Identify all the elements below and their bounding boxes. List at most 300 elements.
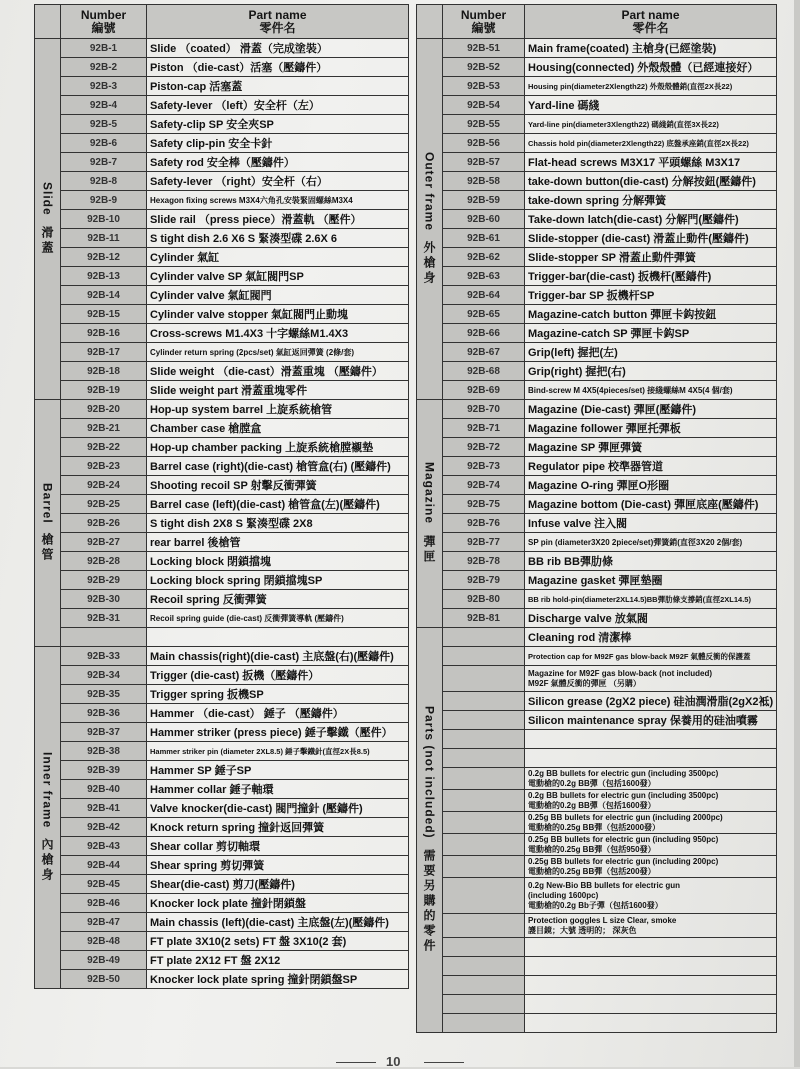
part-number: [443, 914, 525, 938]
part-number: [443, 666, 525, 692]
part-number: 92B-58: [443, 172, 525, 191]
group-label-en: Barrel: [40, 482, 55, 524]
table-row: [417, 692, 777, 711]
table-row: [35, 153, 409, 172]
group-label-cell: [35, 400, 61, 647]
part-name: Discharge valve 放氣閥: [525, 609, 777, 628]
table-row: [35, 267, 409, 286]
parts-table-right: [416, 4, 777, 1033]
group-label-zh: 外槍身: [422, 241, 436, 287]
table-row: [35, 875, 409, 894]
part-number: 92B-24: [61, 476, 147, 495]
part-number: 92B-4: [61, 96, 147, 115]
part-name: [525, 976, 777, 995]
part-number: 92B-54: [443, 96, 525, 115]
table-row: [417, 878, 777, 914]
part-number: 92B-74: [443, 476, 525, 495]
part-name: Take-down latch(die-cast) 分解門(壓鑄件): [525, 210, 777, 229]
table-row: [417, 210, 777, 229]
part-name: Barrel case (right)(die-cast) 槍管盒(右) (壓鑄件): [147, 457, 409, 476]
table-row: [417, 267, 777, 286]
part-number: [443, 856, 525, 878]
part-name: S tight dish 2X8 S 緊湊型碟 2X8: [147, 514, 409, 533]
table-row: [35, 248, 409, 267]
part-number: 92B-41: [61, 799, 147, 818]
part-name: Piston-cap 活塞蓋: [147, 77, 409, 96]
group-label-zh: 滑蓋: [40, 225, 54, 256]
part-number: 92B-33: [61, 647, 147, 666]
table-row: [35, 286, 409, 305]
table-row: [417, 457, 777, 476]
part-number: 92B-37: [61, 723, 147, 742]
table-row: [417, 77, 777, 96]
table-row: [35, 400, 409, 419]
part-number: 92B-45: [61, 875, 147, 894]
table-row: [35, 438, 409, 457]
part-number: 92B-17: [61, 343, 147, 362]
part-name: Knock return spring 撞針返回彈簧: [147, 818, 409, 837]
part-name: Housing pin(diameter2Xlength22) 外殼殼體銷(直徑2X長22): [525, 77, 777, 96]
part-number: 92B-39: [61, 761, 147, 780]
part-name: Magazine O-ring 彈匣O形圈: [525, 476, 777, 495]
part-name: Slide-stopper (die-cast) 滑蓋止動件(壓鑄件): [525, 229, 777, 248]
table-row: [35, 913, 409, 932]
part-name: Magazine follower 彈匣托彈板: [525, 419, 777, 438]
part-name: Slide-stopper SP 滑蓋止動件彈簧: [525, 248, 777, 267]
table-row: [417, 552, 777, 571]
part-name-header: Part name 零件名: [525, 5, 777, 39]
table-row: [35, 324, 409, 343]
part-name: Cross-screws M1.4X3 十字螺絲M1.4X3: [147, 324, 409, 343]
part-number: [443, 749, 525, 768]
part-number: 92B-23: [61, 457, 147, 476]
number-header: Number 編號: [61, 5, 147, 39]
part-number: 92B-51: [443, 39, 525, 58]
part-number: 92B-75: [443, 495, 525, 514]
footer-rule-right: [424, 1062, 464, 1063]
part-number: 92B-29: [61, 571, 147, 590]
part-name: Magazine-catch SP 彈匣卡鈎SP: [525, 324, 777, 343]
part-name: Hammer SP 錘子SP: [147, 761, 409, 780]
part-name: Slide weight part 滑蓋重塊零件: [147, 381, 409, 400]
part-number: 92B-31: [61, 609, 147, 628]
group-label-cell: [35, 647, 61, 989]
part-name: Magazine (Die-cast) 彈匣(壓鑄件): [525, 400, 777, 419]
part-number: [443, 812, 525, 834]
part-name: Recoil spring 反衝彈簧: [147, 590, 409, 609]
table-row: [35, 191, 409, 210]
part-name: Main chassis(right)(die-cast) 主底盤(右)(壓鑄件): [147, 647, 409, 666]
part-number: 92B-44: [61, 856, 147, 875]
table-row: [35, 495, 409, 514]
table-row: [417, 790, 777, 812]
part-name: [525, 749, 777, 768]
part-number: 92B-69: [443, 381, 525, 400]
table-row: [417, 400, 777, 419]
table-row: [35, 533, 409, 552]
table-row: [35, 514, 409, 533]
part-number: 92B-66: [443, 324, 525, 343]
part-number: 92B-36: [61, 704, 147, 723]
part-number: [443, 711, 525, 730]
table-row: [417, 153, 777, 172]
part-number: 92B-76: [443, 514, 525, 533]
part-name: FT plate 2X12 FT 盤 2X12: [147, 951, 409, 970]
part-number: 92B-8: [61, 172, 147, 191]
part-name: take-down spring 分解彈簧: [525, 191, 777, 210]
page-number: 10: [386, 1054, 401, 1069]
table-row: [35, 894, 409, 913]
part-name: Magazine gasket 彈匣墊圈: [525, 571, 777, 590]
table-row: [417, 856, 777, 878]
table-row: [35, 552, 409, 571]
part-name: Protection goggles L size Clear, smoke 護目鏡；大號 透明的； 深灰色: [525, 914, 777, 938]
table-row: [35, 951, 409, 970]
table-row: [35, 628, 409, 647]
table-row: [35, 647, 409, 666]
part-number: 92B-62: [443, 248, 525, 267]
part-name: Magazine SP 彈匣彈簧: [525, 438, 777, 457]
number-header: Number 編號: [443, 5, 525, 39]
part-number: 92B-67: [443, 343, 525, 362]
part-number: 92B-28: [61, 552, 147, 571]
table-row: [35, 780, 409, 799]
part-name: Slide （coated） 滑蓋（完成塗裝）: [147, 39, 409, 58]
part-name: Locking block spring 閉鎖擋塊SP: [147, 571, 409, 590]
part-name: Safety-clip SP 安全夾SP: [147, 115, 409, 134]
group-label-cell: [417, 400, 443, 628]
table-row: [417, 476, 777, 495]
table-row: [417, 343, 777, 362]
part-number: 92B-13: [61, 267, 147, 286]
table-row: [35, 609, 409, 628]
parts-table-left: [34, 4, 409, 989]
part-number: [61, 628, 147, 647]
table-row: [417, 96, 777, 115]
part-name: Safety-lever （left）安全杆（左）: [147, 96, 409, 115]
table-row: [35, 704, 409, 723]
part-name: Trigger-bar SP 扳機杆SP: [525, 286, 777, 305]
part-name: Protection cap for M92F gas blow-back M92F 氣體反衝的保護蓋: [525, 647, 777, 666]
part-name: Hop-up system barrel 上旋系統槍管: [147, 400, 409, 419]
part-number: [443, 628, 525, 647]
part-name-header: Part name 零件名: [147, 5, 409, 39]
part-name: BB rib BB彈肋條: [525, 552, 777, 571]
group-label-en: Parts (not included): [422, 706, 437, 839]
table-row: [417, 305, 777, 324]
part-name: Knocker lock plate 撞針閉鎖盤: [147, 894, 409, 913]
part-number: 92B-2: [61, 58, 147, 77]
part-number: [443, 938, 525, 957]
part-name: 0.25g BB bullets for electric gun (including 950pc) 電動槍的0.25g BB彈（包括950發）: [525, 834, 777, 856]
table-row: [35, 39, 409, 58]
table-row: [35, 343, 409, 362]
group-header: [417, 5, 443, 39]
part-name: Knocker lock plate spring 撞針閉鎖盤SP: [147, 970, 409, 989]
part-number: 92B-6: [61, 134, 147, 153]
part-name: Yard-line 碼綫: [525, 96, 777, 115]
table-row: [35, 571, 409, 590]
part-name: Hop-up chamber packing 上旋系統槍膛襯墊: [147, 438, 409, 457]
part-number: 92B-27: [61, 533, 147, 552]
part-number: 92B-71: [443, 419, 525, 438]
table-row: [417, 286, 777, 305]
table-row: [35, 932, 409, 951]
part-name: [525, 957, 777, 976]
table-row: [417, 957, 777, 976]
part-name: Main frame(coated) 主槍身(已經塗裝): [525, 39, 777, 58]
part-number: 92B-68: [443, 362, 525, 381]
table-row: [417, 39, 777, 58]
part-name: Magazine-catch button 彈匣卡鈎按鈕: [525, 305, 777, 324]
part-name: 0.25g BB bullets for electric gun (including 200pc) 電動槍的0.25g BB彈（包括200發）: [525, 856, 777, 878]
table-row: [35, 666, 409, 685]
part-number: [443, 1014, 525, 1033]
part-name: BB rib hold-pin(diameter2XL14.5)BB彈肋條支撐銷(直徑2XL14.5): [525, 590, 777, 609]
part-number: 92B-57: [443, 153, 525, 172]
part-number: 92B-5: [61, 115, 147, 134]
table-row: [417, 914, 777, 938]
part-name: take-down button(die-cast) 分解按鈕(壓鑄件): [525, 172, 777, 191]
group-label-zh: 內槍身: [40, 838, 54, 884]
part-number: 92B-78: [443, 552, 525, 571]
part-name: Trigger-bar(die-cast) 扳機杆(壓鑄件): [525, 267, 777, 286]
part-number: [443, 768, 525, 790]
table-row: [35, 457, 409, 476]
table-row: [35, 837, 409, 856]
part-number: 92B-46: [61, 894, 147, 913]
part-name: Barrel case (left)(die-cast) 槍管盒(左)(壓鑄件): [147, 495, 409, 514]
group-label-cell: [417, 39, 443, 400]
part-number: 92B-30: [61, 590, 147, 609]
part-name: Trigger spring 扳機SP: [147, 685, 409, 704]
part-name: [525, 995, 777, 1014]
table-row: [417, 134, 777, 153]
part-number: 92B-63: [443, 267, 525, 286]
part-number: 92B-72: [443, 438, 525, 457]
part-number: [443, 834, 525, 856]
table-row: [35, 856, 409, 875]
part-name: FT plate 3X10(2 sets) FT 盤 3X10(2 套): [147, 932, 409, 951]
footer-rule-left: [336, 1062, 376, 1063]
part-number: [443, 647, 525, 666]
part-number: 92B-79: [443, 571, 525, 590]
part-number: 92B-34: [61, 666, 147, 685]
table-row: [35, 381, 409, 400]
table-row: [35, 799, 409, 818]
part-name: Locking block 閉鎖擋塊: [147, 552, 409, 571]
part-number: [443, 995, 525, 1014]
table-row: [35, 305, 409, 324]
part-name: Safety clip-pin 安全卡針: [147, 134, 409, 153]
table-row: [417, 749, 777, 768]
part-name: 0.2g BB bullets for electric gun (including 3500pc) 電動槍的0.2g BB彈（包括1600發）: [525, 790, 777, 812]
table-row: [35, 115, 409, 134]
part-number: 92B-19: [61, 381, 147, 400]
part-name: Shear spring 剪切彈簧: [147, 856, 409, 875]
group-label-zh: 彈匣: [422, 534, 436, 565]
table-row: [417, 647, 777, 666]
table-row: [35, 419, 409, 438]
part-number: 92B-47: [61, 913, 147, 932]
table-row: [417, 571, 777, 590]
part-name: Slide rail （press piece）滑蓋軌 （壓件）: [147, 210, 409, 229]
part-number: [443, 730, 525, 749]
part-name: Slide weight （die-cast）滑蓋重塊 （壓鑄件）: [147, 362, 409, 381]
part-number: 92B-25: [61, 495, 147, 514]
part-name: [525, 730, 777, 749]
part-name: 0.25g BB bullets for electric gun (including 2000pc) 電動槍的0.25g BB彈（包括2000發）: [525, 812, 777, 834]
part-number: 92B-55: [443, 115, 525, 134]
table-row: [417, 495, 777, 514]
table-row: [417, 938, 777, 957]
table-row: [35, 134, 409, 153]
group-label-zh: 槍管: [40, 533, 54, 564]
part-number: 92B-15: [61, 305, 147, 324]
table-row: [417, 711, 777, 730]
part-number: 92B-38: [61, 742, 147, 761]
part-name: Hammer striker pin (diameter 2XL8.5) 錘子擊鐵針(直徑2X長8.5): [147, 742, 409, 761]
part-number: [443, 878, 525, 914]
part-name: Cleaning rod 清潔棒: [525, 628, 777, 647]
part-number: 92B-21: [61, 419, 147, 438]
table-row: [417, 834, 777, 856]
table-row: [417, 533, 777, 552]
part-name: Yard-line pin(diameter3Xlength22) 碼綫銷(直徑3X長22): [525, 115, 777, 134]
table-row: [35, 742, 409, 761]
part-number: 92B-35: [61, 685, 147, 704]
table-row: [417, 229, 777, 248]
part-name: Cylinder valve stopper 氣缸閥門止動塊: [147, 305, 409, 324]
part-name: Cylinder valve SP 氣缸閥門SP: [147, 267, 409, 286]
table-row: [417, 191, 777, 210]
table-row: [417, 419, 777, 438]
part-number: 92B-26: [61, 514, 147, 533]
part-name: Piston （die-cast）活塞（壓鑄件）: [147, 58, 409, 77]
table-row: [35, 229, 409, 248]
part-number: 92B-18: [61, 362, 147, 381]
part-number: 92B-12: [61, 248, 147, 267]
part-number: [443, 692, 525, 711]
group-label-cell: [35, 39, 61, 400]
part-number: 92B-43: [61, 837, 147, 856]
table-row: [417, 628, 777, 647]
table-row: [417, 438, 777, 457]
part-number: [443, 790, 525, 812]
table-row: [417, 324, 777, 343]
part-number: 92B-60: [443, 210, 525, 229]
table-row: [417, 609, 777, 628]
part-name: Grip(left) 握把(左): [525, 343, 777, 362]
part-number: 92B-7: [61, 153, 147, 172]
part-number: [443, 976, 525, 995]
part-number: 92B-9: [61, 191, 147, 210]
part-name: Cylinder return spring (2pcs/set) 氣缸返回彈簧 (2條/套): [147, 343, 409, 362]
table-row: [35, 818, 409, 837]
part-name: [147, 628, 409, 647]
part-number: 92B-52: [443, 58, 525, 77]
table-row: [35, 723, 409, 742]
part-number: 92B-48: [61, 932, 147, 951]
part-name: Regulator pipe 校準器管道: [525, 457, 777, 476]
part-name: Safety rod 安全棒（壓鑄件）: [147, 153, 409, 172]
part-name: Cylinder 氣缸: [147, 248, 409, 267]
table-row: [417, 666, 777, 692]
part-name: Hammer （die-cast） 錘子 （壓鑄件）: [147, 704, 409, 723]
part-name: Trigger (die-cast) 扳機（壓鑄件）: [147, 666, 409, 685]
part-number: 92B-10: [61, 210, 147, 229]
table-row: [417, 514, 777, 533]
part-number: 92B-11: [61, 229, 147, 248]
part-name: [525, 938, 777, 957]
part-number: 92B-40: [61, 780, 147, 799]
table-row: [35, 685, 409, 704]
part-number: 92B-3: [61, 77, 147, 96]
part-number: 92B-49: [61, 951, 147, 970]
table-row: [35, 58, 409, 77]
group-label-cell: [417, 628, 443, 1033]
part-name: Silicon maintenance spray 保養用的硅油噴霧: [525, 711, 777, 730]
table-row: [417, 248, 777, 267]
part-name: 0.2g BB bullets for electric gun (including 3500pc) 電動槍的0.2g BB彈（包括1600發）: [525, 768, 777, 790]
table-row: [417, 995, 777, 1014]
part-number: 92B-14: [61, 286, 147, 305]
table-row: [417, 768, 777, 790]
part-number: 92B-77: [443, 533, 525, 552]
part-name: Magazine bottom (Die-cast) 彈匣底座(壓鑄件): [525, 495, 777, 514]
part-number: 92B-1: [61, 39, 147, 58]
group-label-en: Slide: [40, 182, 55, 216]
part-number: 92B-61: [443, 229, 525, 248]
part-number: 92B-65: [443, 305, 525, 324]
part-number: 92B-53: [443, 77, 525, 96]
part-name: rear barrel 後槍管: [147, 533, 409, 552]
part-name: SP pin (diameter3X20 2piece/set)彈簧銷(直徑3X20 2個/套): [525, 533, 777, 552]
part-name: Cylinder valve 氣缸閥門: [147, 286, 409, 305]
table-row: [35, 77, 409, 96]
part-name: Flat-head screws M3X17 平頭螺絲 M3X17: [525, 153, 777, 172]
part-number: 92B-59: [443, 191, 525, 210]
table-row: [35, 210, 409, 229]
table-row: [417, 730, 777, 749]
part-name: Grip(right) 握把(右): [525, 362, 777, 381]
part-name: Hammer striker (press piece) 錘子擊鐵（壓件）: [147, 723, 409, 742]
part-number: 92B-56: [443, 134, 525, 153]
group-header: [35, 5, 61, 39]
table-row: [417, 1014, 777, 1033]
table-row: [35, 172, 409, 191]
table-row: [417, 115, 777, 134]
table-row: [35, 590, 409, 609]
part-name: 0.2g New-Bio BB bullets for electric gun (including 1600pc) 電動槍的0.2g Bb子彈（包括1600發）: [525, 878, 777, 914]
part-number: [443, 957, 525, 976]
table-row: [417, 976, 777, 995]
part-name: Hexagon fixing screws M3X4六角孔安裝緊固螺絲M3X4: [147, 191, 409, 210]
part-name: Chamber case 槍膛盒: [147, 419, 409, 438]
part-name: Bind-screw M 4X5(4pieces/set) 接綫螺絲M 4X5(4 個/套): [525, 381, 777, 400]
table-row: [417, 590, 777, 609]
group-label-en: Outer frame: [422, 151, 437, 232]
part-name: Infuse valve 注入閥: [525, 514, 777, 533]
part-number: 92B-42: [61, 818, 147, 837]
part-name: Shear(die-cast) 剪刀(壓鑄件): [147, 875, 409, 894]
group-label-zh: 需要另購的零件: [422, 848, 436, 954]
part-name: Shooting recoil SP 射擊反衝彈簧: [147, 476, 409, 495]
table-row: [417, 58, 777, 77]
group-label-en: Magazine: [422, 462, 437, 525]
group-label-en: Inner frame: [40, 751, 55, 829]
part-name: Silicon grease (2gX2 piece) 硅油潤滑脂(2gX2袛): [525, 692, 777, 711]
